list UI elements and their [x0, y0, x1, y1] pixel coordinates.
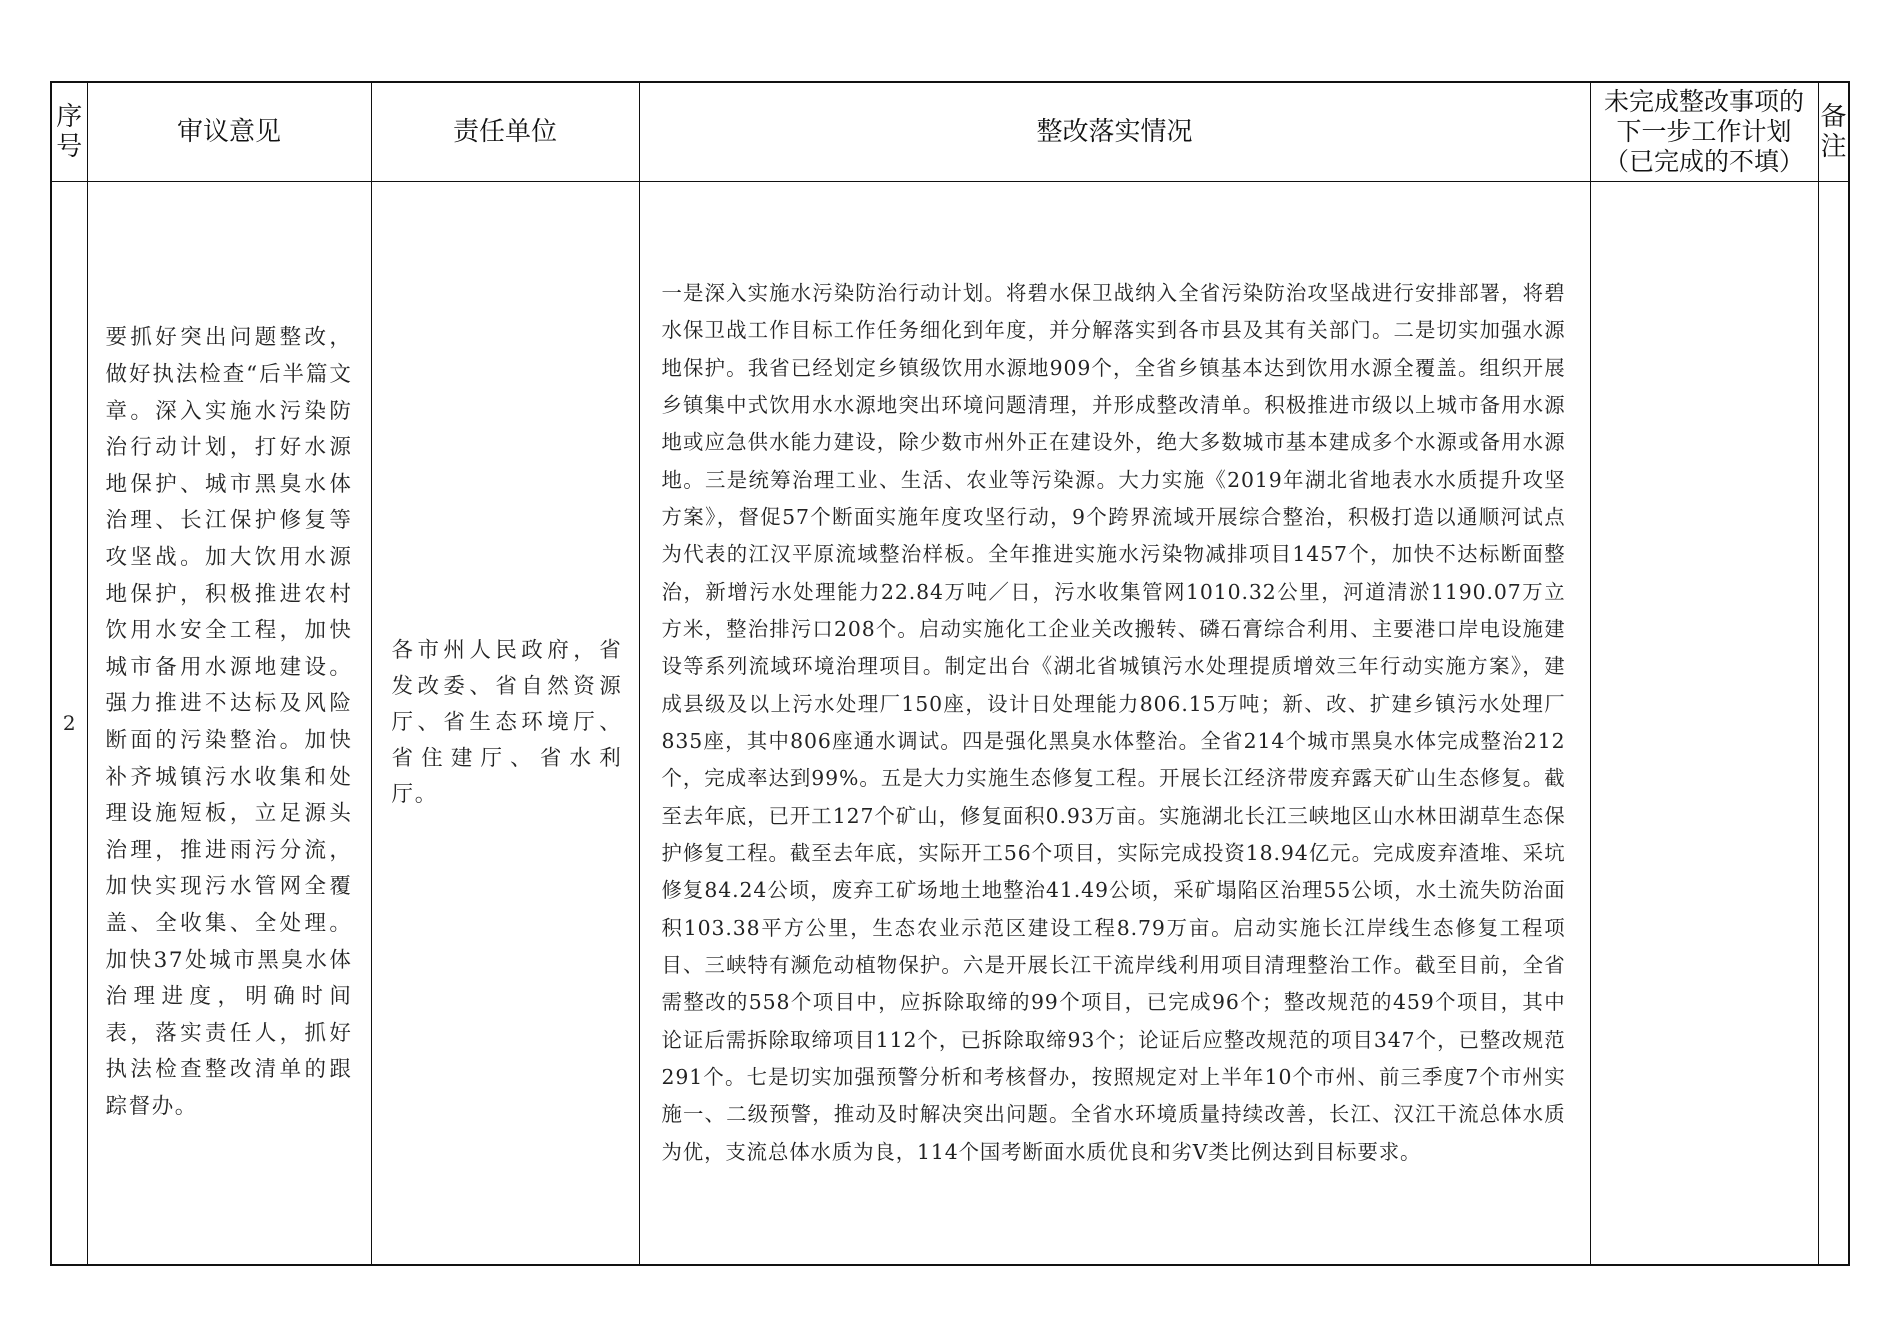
rectification-table: [50, 81, 1850, 1266]
header-opinion: 审议意见: [87, 82, 371, 182]
table-header-row: [51, 82, 1849, 182]
header-plan: 未完成整改事项的下一步工作计划（已完成的不填）: [1590, 82, 1818, 182]
row-implementation: 一是深入实施水污染防治行动计划。将碧水保卫战纳入全省污染防治攻坚战进行安排部署，将碧水保卫战工作目标工作任务细化到年度，并分解落实到各市县及其有关部门。二是切实加强水源地保护。我省已经划定乡镇级饮用水源地909个，全省乡镇基本达到饮用水源全覆盖。组织开展乡镇集中式饮用水水源地突出环境问题清理，并形成整改清单。积极推进市级以上城市备用水源地或应急供水能力建设，除少数市州外正在建设外，绝大多数城市基本建成多个水源或备用水源地。三是统筹治理工业、生活、农业等污染源。大力实施《2019年湖北省地表水水质提升攻坚方案》，督促57个断面实施年度攻坚行动，9个跨界流域开展综合整治，积极打造以通顺河试点为代表的江汉平原流域整治样板。全年推进实施水污染物减排项目1457个，加快不达标断面整治，新增污水处理能力22.84万吨／日，污水收集管网1010.32公里，河道清淤1190.07万立方米，整治排污口208个。启动实施化工企业关改搬转、磷石膏综合利用、主要港口岸电设施建设等系列流域环境治理项目。制定出台《湖北省城镇污水处理提质增效三年行动实施方案》，建成县级及以上污水处理厂150座，设计日处理能力806.15万吨；新、改、扩建乡镇污水处理厂835座，其中806座通水调试。四是强化黑臭水体整治。全省214个城市黑臭水体完成整治212个，完成率达到99%。五是大力实施生态修复工程。开展长江经济带废弃露天矿山生态修复。截至去年底，已开工127个矿山，修复面积0.93万亩。实施湖北长江三峡地区山水林田湖草生态保护修复工程。截至去年底，实际开工56个项目，实际完成投资18.94亿元。完成废弃渣堆、采坑修复84.24公顷，废弃工矿场地土地整治41.49公顷，采矿塌陷区治理55公顷，水土流失防治面积103.38平方公里，生态农业示范区建设工程8.79万亩。启动实施长江岸线生态修复工程项目、三峡特有濒危动植物保护。六是开展长江干流岸线利用项目清理整治工作。截至目前，全省需整改的558个项目中，应拆除取缔的99个项目，已完成96个；整改规范的459个项目，其中论证后需拆除取缔项目112个，已拆除取缔93个；论证后应整改规范的项目347个，已整改规范291个。七是切实加强预警分析和考核督办，按照规定对上半年10个市州、前三季度7个市州实施一、二级预警，推动及时解决突出问题。全省水环境质量持续改善，长江、汉江干流总体水质为优，支流总体水质为良，114个国考断面水质优良和劣Ⅴ类比例达到目标要求。: [639, 182, 1590, 1266]
header-note: 备注: [1818, 82, 1849, 182]
header-implementation: 整改落实情况: [639, 82, 1590, 182]
row-note: [1818, 182, 1849, 1266]
row-responsible-unit: 各市州人民政府，省发改委、省自然资源厅、省生态环境厅、省住建厅、省水利厅。: [371, 182, 639, 1266]
table-row: [51, 182, 1849, 1266]
row-opinion: 要抓好突出问题整改，做好执法检查“后半篇文章。深入实施水污染防治行动计划，打好水源地保护、城市黑臭水体治理、长江保护修复等攻坚战。加大饮用水源地保护，积极推进农村饮用水安全工程，加快城市备用水源地建设。强力推进不达标及风险断面的污染整治。加快补齐城镇污水收集和处理设施短板，立足源头治理，推进雨污分流，加快实现污水管网全覆盖、全收集、全处理。加快37处城市黑臭水体治理进度，明确时间表，落实责任人，抓好执法检查整改清单的跟踪督办。: [87, 182, 371, 1266]
header-seq: 序号: [51, 82, 87, 182]
row-seq: 2: [51, 182, 87, 1266]
header-unit: 责任单位: [371, 82, 639, 182]
row-next-plan: [1590, 182, 1818, 1266]
